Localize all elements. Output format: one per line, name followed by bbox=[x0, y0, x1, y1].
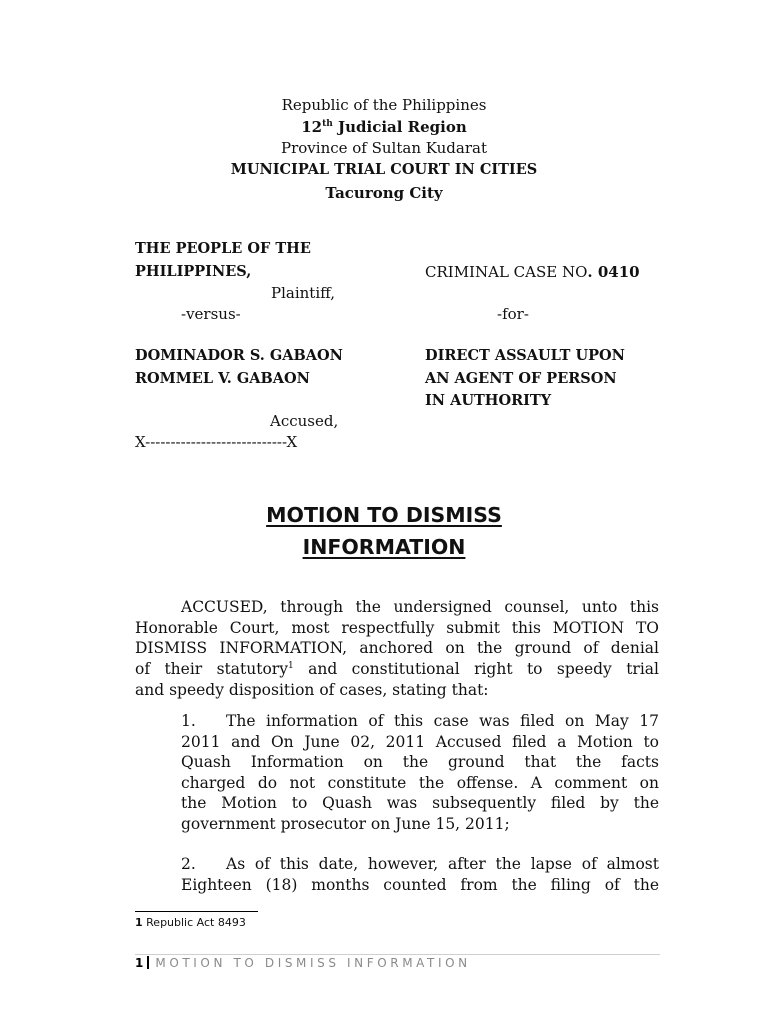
footer-title: MOTION TO DISMISS INFORMATION bbox=[155, 956, 471, 970]
accused-role: Accused, bbox=[270, 412, 339, 430]
item-1-line-2: 2011 and On June 02, 2011 Accused filed a Motion to bbox=[181, 733, 659, 751]
court-name: MUNICIPAL TRIAL COURT IN CITIES bbox=[230, 161, 538, 178]
footnote-ref: 1 bbox=[287, 660, 294, 671]
intro-line-4: of their statutory$^1$ and constitutional right to speedy trial bbox=[135, 660, 659, 678]
intro-line-3: DISMISS INFORMATION, anchored on the ground of denial bbox=[135, 639, 659, 657]
footnote: 1 Republic Act 8493 bbox=[135, 916, 246, 929]
intro-line-1: ACCUSED, through the undersigned counsel, unto this bbox=[181, 598, 659, 616]
judicial-region-line: 12th Judicial Region bbox=[301, 118, 467, 136]
page-footer bbox=[135, 956, 471, 970]
accused-1: DOMINADOR S. GABAON bbox=[135, 347, 343, 364]
caption-separator: X----------------------------X bbox=[135, 433, 298, 451]
plaintiff-line-1: THE PEOPLE OF THE bbox=[135, 240, 311, 257]
item-1-line-6: government prosecutor on June 15, 2011; bbox=[181, 815, 510, 833]
plaintiff-line-2: PHILIPPINES, bbox=[135, 263, 252, 280]
item-1-number: 1. bbox=[181, 712, 196, 730]
item-2-line-2: Eighteen (18) months counted from the filing of the bbox=[181, 876, 659, 894]
charge-line-3: IN AUTHORITY bbox=[425, 392, 552, 409]
plaintiff-role: Plaintiff, bbox=[271, 284, 336, 302]
footer-rule bbox=[135, 954, 660, 955]
motion-title-line-2: INFORMATION bbox=[302, 535, 466, 559]
case-number-line: CRIMINAL CASE NO. 0410 bbox=[425, 263, 640, 281]
intro-line-2: Honorable Court, most respectfully submit this MOTION TO bbox=[135, 619, 659, 637]
intro-line-5: and speedy disposition of cases, stating that: bbox=[135, 681, 489, 699]
charge-line-2: AN AGENT OF PERSON bbox=[425, 370, 617, 387]
for-label: -for- bbox=[497, 305, 529, 323]
page-number: 1 bbox=[135, 956, 144, 970]
item-1-line-5: the Motion to Quash was subsequently filed by the bbox=[181, 794, 659, 812]
republic-line: Republic of the Philippines bbox=[281, 96, 487, 114]
charge-line-1: DIRECT ASSAULT UPON bbox=[425, 347, 625, 364]
item-2-line-1: As of this date, however, after the lapse of almost bbox=[226, 855, 659, 873]
province-line: Province of Sultan Kudarat bbox=[281, 139, 487, 157]
item-1-line-1: The information of this case was filed on May 17 bbox=[226, 712, 659, 730]
item-2-number: 2. bbox=[181, 855, 196, 873]
item-1-line-3: Quash Information on the ground that the facts bbox=[181, 753, 659, 771]
accused-2: ROMMEL V. GABAON bbox=[135, 370, 310, 387]
city-line: Tacurong City bbox=[325, 184, 443, 202]
motion-title-line-1: MOTION TO DISMISS bbox=[266, 503, 502, 527]
versus-label: -versus- bbox=[181, 305, 241, 323]
case-number: 0410 bbox=[597, 263, 640, 281]
footer-divider bbox=[147, 956, 149, 969]
footnote-rule bbox=[135, 911, 258, 912]
item-1-line-4: charged do not constitute the offense. A comment on bbox=[181, 774, 659, 792]
